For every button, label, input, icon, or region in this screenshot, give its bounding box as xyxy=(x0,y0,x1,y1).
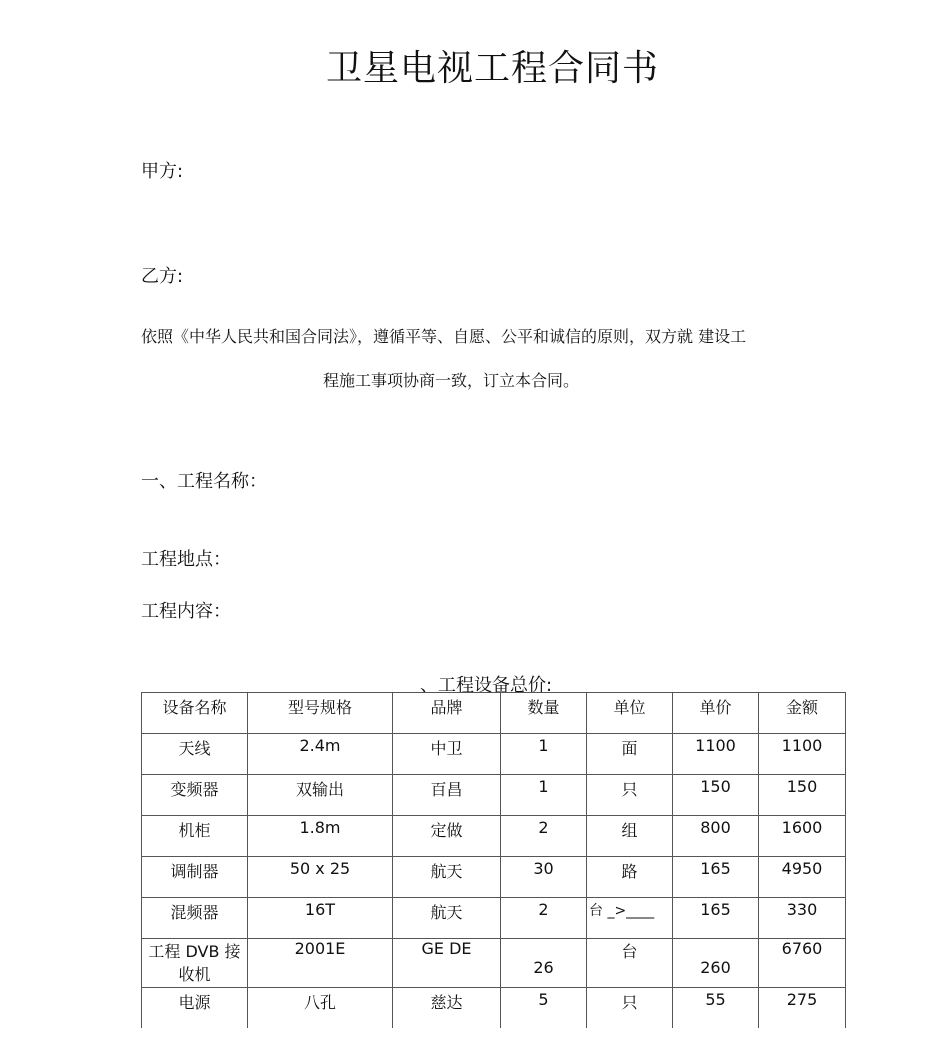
table-cell: 工程 DVB 接收机 xyxy=(142,939,248,988)
table-row xyxy=(142,775,846,816)
table-cell: 航天 xyxy=(393,898,501,939)
table-cell: 调制器 xyxy=(142,857,248,898)
table-cell: 台 _>____ xyxy=(587,898,673,939)
table-cell: 2.4m xyxy=(248,734,393,775)
table-row xyxy=(142,857,846,898)
table-cell: 1600 xyxy=(759,816,846,857)
table-cell: 150 xyxy=(759,775,846,816)
header-cell: 型号规格 xyxy=(248,693,393,734)
table-cell: 30 xyxy=(501,857,587,898)
table-cell: 2 xyxy=(501,816,587,857)
header-cell: 金额 xyxy=(759,693,846,734)
table-cell: 165 xyxy=(673,898,759,939)
table-cell: 双输出 xyxy=(248,775,393,816)
table-row xyxy=(142,816,846,857)
table-cell: 中卫 xyxy=(393,734,501,775)
table-cell: 只 xyxy=(587,988,673,1029)
table-cell: 1 xyxy=(501,734,587,775)
table-cell: 面 xyxy=(587,734,673,775)
table-cell: GE DE xyxy=(393,939,501,988)
table-cell: 组 xyxy=(587,816,673,857)
table-cell: 航天 xyxy=(393,857,501,898)
table-cell: 50 x 25 xyxy=(248,857,393,898)
table-cell: 26 xyxy=(501,939,587,988)
table-row xyxy=(142,939,846,988)
table-cell: 55 xyxy=(673,988,759,1029)
header-cell: 单价 xyxy=(673,693,759,734)
table-cell: 定做 xyxy=(393,816,501,857)
table-cell: 台 xyxy=(587,939,673,988)
table-cell: 机柜 xyxy=(142,816,248,857)
table-cell: 变频器 xyxy=(142,775,248,816)
preamble-line-2: 程施工事项协商一致，订立本合同。 xyxy=(323,371,580,390)
table-cell: 6760 xyxy=(759,939,846,988)
table-cell: 天线 xyxy=(142,734,248,775)
table-cell: 只 xyxy=(587,775,673,816)
table-cell: 275 xyxy=(759,988,846,1029)
table-cell: 260 xyxy=(673,939,759,988)
table-cell: 八孔 xyxy=(248,988,393,1029)
header-cell: 数量 xyxy=(501,693,587,734)
header-cell: 单位 xyxy=(587,693,673,734)
table-cell: 1100 xyxy=(759,734,846,775)
table-cell: 1.8m xyxy=(248,816,393,857)
table-row xyxy=(142,898,846,939)
section-project-name: 一、工程名称： xyxy=(141,471,267,492)
project-location-label: 工程地点： xyxy=(141,549,231,570)
table-cell: 百昌 xyxy=(393,775,501,816)
table-row xyxy=(142,988,846,1029)
table-cell: 慈达 xyxy=(393,988,501,1029)
preamble-line-1: 依照《中华人民共和国合同法》，遵循平等、自愿、公平和诚信的原则，双方就 建设工 xyxy=(141,327,747,346)
table-caption: 、工程设备总价: xyxy=(420,675,553,696)
party-b-label: 乙方: xyxy=(141,266,184,287)
table-cell: 路 xyxy=(587,857,673,898)
table-header-row xyxy=(142,693,846,734)
table-cell: 330 xyxy=(759,898,846,939)
table-cell: 16T xyxy=(248,898,393,939)
table-cell: 混频器 xyxy=(142,898,248,939)
table-cell: 1100 xyxy=(673,734,759,775)
table-row xyxy=(142,734,846,775)
project-content-label: 工程内容： xyxy=(141,601,231,622)
table-cell: 2 xyxy=(501,898,587,939)
header-cell: 设备名称 xyxy=(142,693,248,734)
party-a-label: 甲方: xyxy=(141,161,184,182)
table-cell: 2001E xyxy=(248,939,393,988)
table-cell: 电源 xyxy=(142,988,248,1029)
table-cell: 800 xyxy=(673,816,759,857)
table-cell: 5 xyxy=(501,988,587,1029)
header-cell: 品牌 xyxy=(393,693,501,734)
equipment-table xyxy=(141,692,846,1028)
table-cell: 150 xyxy=(673,775,759,816)
table-cell: 1 xyxy=(501,775,587,816)
table-cell: 165 xyxy=(673,857,759,898)
table-cell: 4950 xyxy=(759,857,846,898)
document-title: 卫星电视工程合同书 xyxy=(325,48,659,89)
